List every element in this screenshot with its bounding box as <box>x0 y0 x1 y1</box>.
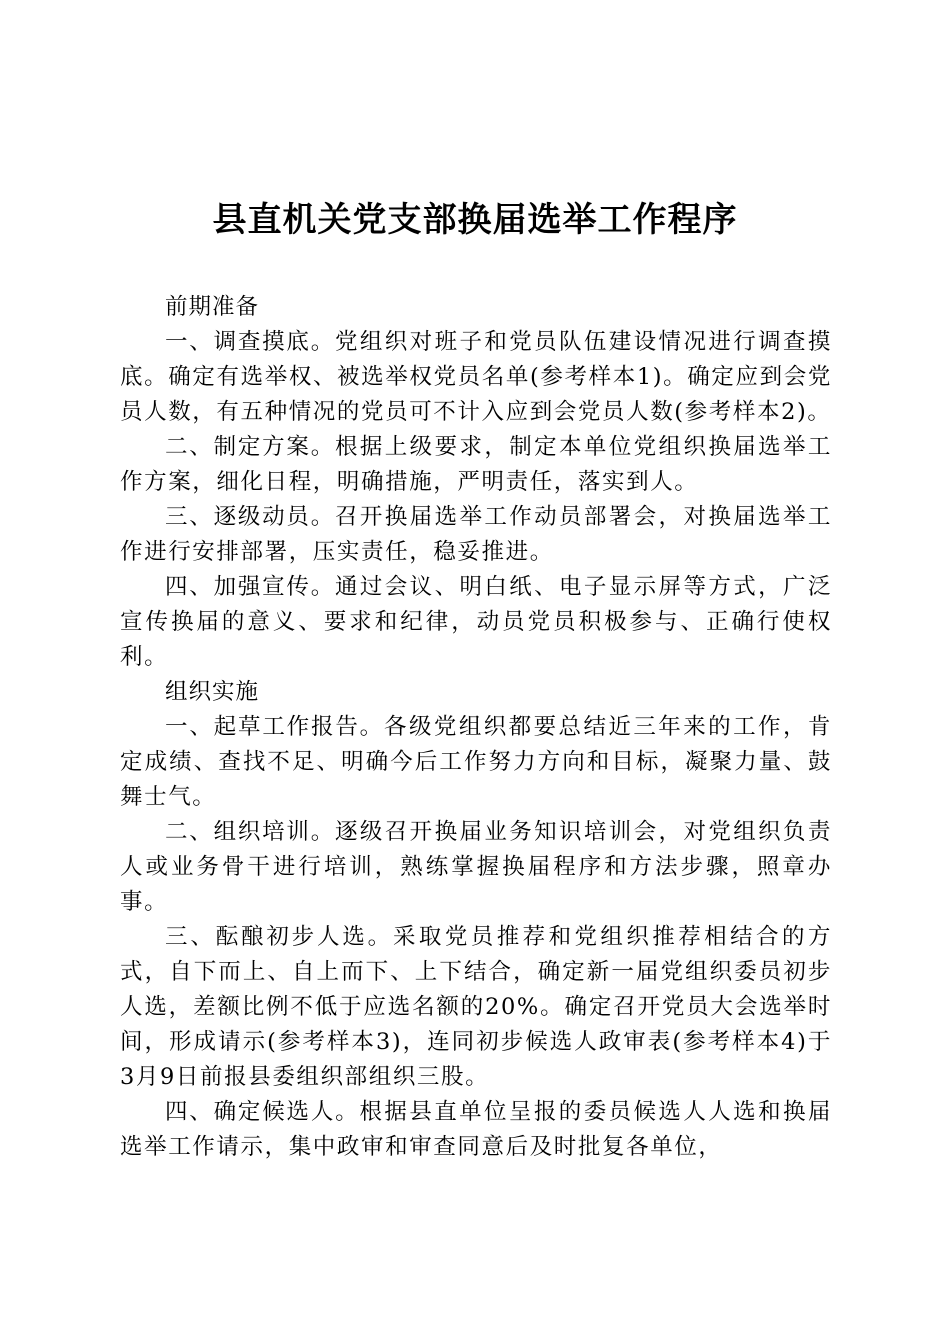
paragraph <box>120 325 832 430</box>
section-heading: 组织实施 <box>165 679 260 705</box>
item-lead: 二、组织培训。 <box>165 819 336 845</box>
item-text: 召开换届选举工作动员部署会，对换届选举工作进行安排部署，压实责任，稳妥推进。 <box>120 504 832 565</box>
paragraph <box>120 920 832 1095</box>
paragraph <box>120 500 832 570</box>
item-text: 通过会议、明白纸、电子显示屏等方式，广泛宣传换届的意义、要求和纪律，动员党员积极参与、正确行使权利。 <box>120 574 832 670</box>
item-text: 根据县直单位呈报的委员候选人人选和换届选举工作请示，集中政审和审查同意后及时批复各单位， <box>120 1099 832 1160</box>
paragraph <box>120 570 832 675</box>
item-lead: 三、逐级动员。 <box>165 504 336 530</box>
item-lead: 四、确定候选人。 <box>165 1099 360 1125</box>
item-text: 各级党组织都要总结近三年来的工作，肯定成绩、查找不足、明确今后工作努力方向和目标，凝聚力量、鼓舞士气。 <box>120 714 832 810</box>
item-lead: 一、调查摸底。 <box>165 329 336 355</box>
paragraph <box>120 1095 832 1165</box>
document-title: 县直机关党支部换届选举工作程序 <box>212 200 738 240</box>
item-lead: 三、酝酿初步人选。 <box>165 924 393 950</box>
document-body <box>120 290 832 1165</box>
item-lead: 四、加强宣传。 <box>165 574 336 600</box>
item-text: 党组织对班子和党员队伍建设情况进行调查摸底。确定有选举权、被选举权党员名单(参考样本1)。确定应到会党员人数，有五种情况的党员可不计入应到会党员人数(参考样本2)。 <box>120 329 832 425</box>
paragraph <box>120 710 832 815</box>
item-text: 采取党员推荐和党组织推荐相结合的方式，自下而上、自上而下、上下结合，确定新一届党组织委员初步人选，差额比例不低于应选名额的20%。确定召开党员大会选举时间，形成请示(参考样本3)，连同初步候选人政审表(参考样本4)于3月9日前报县委组织部组织三股。 <box>120 924 832 1090</box>
item-text: 根据上级要求，制定本单位党组织换届选举工作方案，细化日程，明确措施，严明责任，落实到人。 <box>120 434 832 495</box>
paragraph <box>120 815 832 920</box>
paragraph <box>120 430 832 500</box>
item-lead: 二、制定方案。 <box>165 434 336 460</box>
item-lead: 一、起草工作报告。 <box>165 714 385 740</box>
item-text: 逐级召开换届业务知识培训会，对党组织负责人或业务骨干进行培训，熟练掌握换届程序和方法步骤，照章办事。 <box>120 819 832 915</box>
section-heading: 前期准备 <box>165 294 260 320</box>
